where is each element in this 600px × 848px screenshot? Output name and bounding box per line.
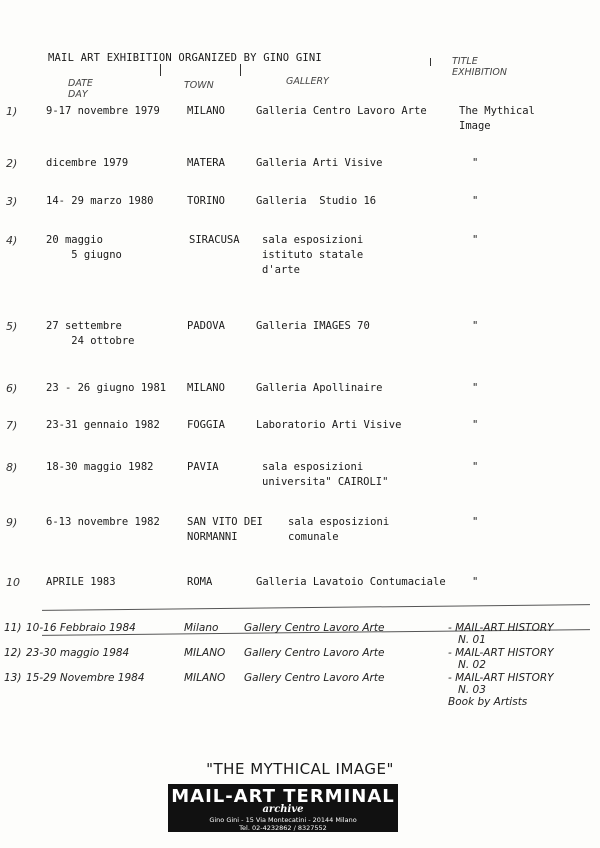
row-city: MILANO [187, 382, 225, 394]
handwritten-date: 10-16 Febbraio 1984 [26, 622, 136, 634]
row-gallery: sala esposizioni istituto statale d'arte [262, 234, 364, 276]
logo-telephone: Tel. 02-4232862 / 8327552 [239, 824, 327, 832]
row-title: The Mythical Image [459, 105, 535, 132]
handwritten-date: 23-30 maggio 1984 [26, 647, 130, 659]
row-date: 6-13 novembre 1982 [46, 516, 160, 528]
row-city: SAN VITO DEI NORMANNI [187, 516, 263, 543]
handwritten-title: - MAIL-ART HISTORY N. 01 [448, 622, 554, 646]
row-gallery: Galleria Studio 16 [256, 195, 377, 207]
row-title: " [472, 234, 479, 246]
underline-rule [42, 604, 590, 611]
column-tick [160, 64, 161, 76]
handwritten-num: 12) [4, 647, 22, 659]
row-date: 18-30 maggio 1982 [46, 461, 154, 473]
header-title: TITLE EXHIBITION [452, 56, 507, 78]
handwritten-title: - MAIL-ART HISTORY N. 02 [448, 647, 554, 671]
row-date: 14- 29 marzo 1980 [46, 195, 154, 207]
row-gallery: sala esposizioni comunale [288, 516, 390, 543]
row-number: 8) [6, 461, 18, 474]
handwritten-gallery: Gallery Centro Lavoro Arte [244, 622, 385, 634]
handwritten-num: 13) [4, 672, 22, 684]
row-number: 4) [6, 234, 18, 247]
handwritten-city: MILANO [184, 647, 226, 659]
row-gallery: Galleria Centro Lavoro Arte [256, 105, 427, 117]
row-number: 6) [6, 382, 18, 395]
row-number: 3) [6, 195, 18, 208]
row-city: SIRACUSA [189, 234, 240, 246]
logo-address: Gino Gini - 15 Via Montecatini - 20144 Milano [209, 816, 357, 824]
handwritten-gallery: Gallery Centro Lavoro Arte [244, 672, 385, 684]
row-number: 5) [6, 320, 18, 333]
mail-art-terminal-logo [168, 784, 398, 832]
row-city: PADOVA [187, 320, 225, 332]
row-number: 1) [6, 105, 18, 118]
row-number: 2) [6, 157, 18, 170]
row-gallery: Galleria Lavatoio Contumaciale [256, 576, 446, 588]
document-heading: MAIL ART EXHIBITION ORGANIZED BY GINO GINI [48, 52, 322, 64]
footer-title: "THE MYTHICAL IMAGE" [206, 760, 394, 778]
row-date: 9-17 novembre 1979 [46, 105, 160, 117]
row-gallery: Galleria Arti Visive [256, 157, 383, 169]
header-town: TOWN [184, 80, 214, 91]
row-title: " [472, 419, 479, 431]
handwritten-city: Milano [184, 622, 219, 634]
row-title: " [472, 382, 479, 394]
column-tick [240, 64, 241, 76]
row-date: 23-31 gennaio 1982 [46, 419, 160, 431]
row-gallery: Galleria Apollinaire [256, 382, 383, 394]
row-title: " [472, 576, 479, 588]
row-city: MATERA [187, 157, 225, 169]
handwritten-gallery: Gallery Centro Lavoro Arte [244, 647, 385, 659]
row-date: 20 maggio 5 giugno [46, 234, 122, 261]
row-date: APRILE 1983 [46, 576, 116, 588]
row-number: 9) [6, 516, 18, 529]
handwritten-date: 15-29 Novembre 1984 [26, 672, 145, 684]
row-date: 23 - 26 giugno 1981 [46, 382, 167, 394]
row-city: TORINO [187, 195, 225, 207]
row-number: 10 [6, 576, 20, 589]
row-gallery: Galleria IMAGES 70 [256, 320, 370, 332]
column-tick [430, 58, 431, 66]
row-title: " [472, 320, 479, 332]
row-city: MILANO [187, 105, 225, 117]
row-gallery: sala esposizioni universita" CAIROLI" [262, 461, 389, 488]
header-date: DATE DAY [68, 78, 93, 100]
header-gallery: GALLERY [286, 76, 329, 87]
row-title: " [472, 157, 479, 169]
handwritten-city: MILANO [184, 672, 226, 684]
row-gallery: Laboratorio Arti Visive [256, 419, 402, 431]
row-city: PAVIA [187, 461, 219, 473]
row-title: " [472, 461, 479, 473]
logo-sub-text: archive [262, 804, 304, 815]
row-city: ROMA [187, 576, 213, 588]
row-title: " [472, 516, 479, 528]
row-number: 7) [6, 419, 18, 432]
row-title: " [472, 195, 479, 207]
row-date: 27 settembre 24 ottobre [46, 320, 135, 347]
row-date: dicembre 1979 [46, 157, 129, 169]
handwritten-title: - MAIL-ART HISTORY N. 03 Book by Artists [448, 672, 554, 708]
handwritten-num: 11) [4, 622, 22, 634]
row-city: FOGGIA [187, 419, 225, 431]
logo-main-text: MAIL-ART TERMINAL [171, 786, 395, 807]
